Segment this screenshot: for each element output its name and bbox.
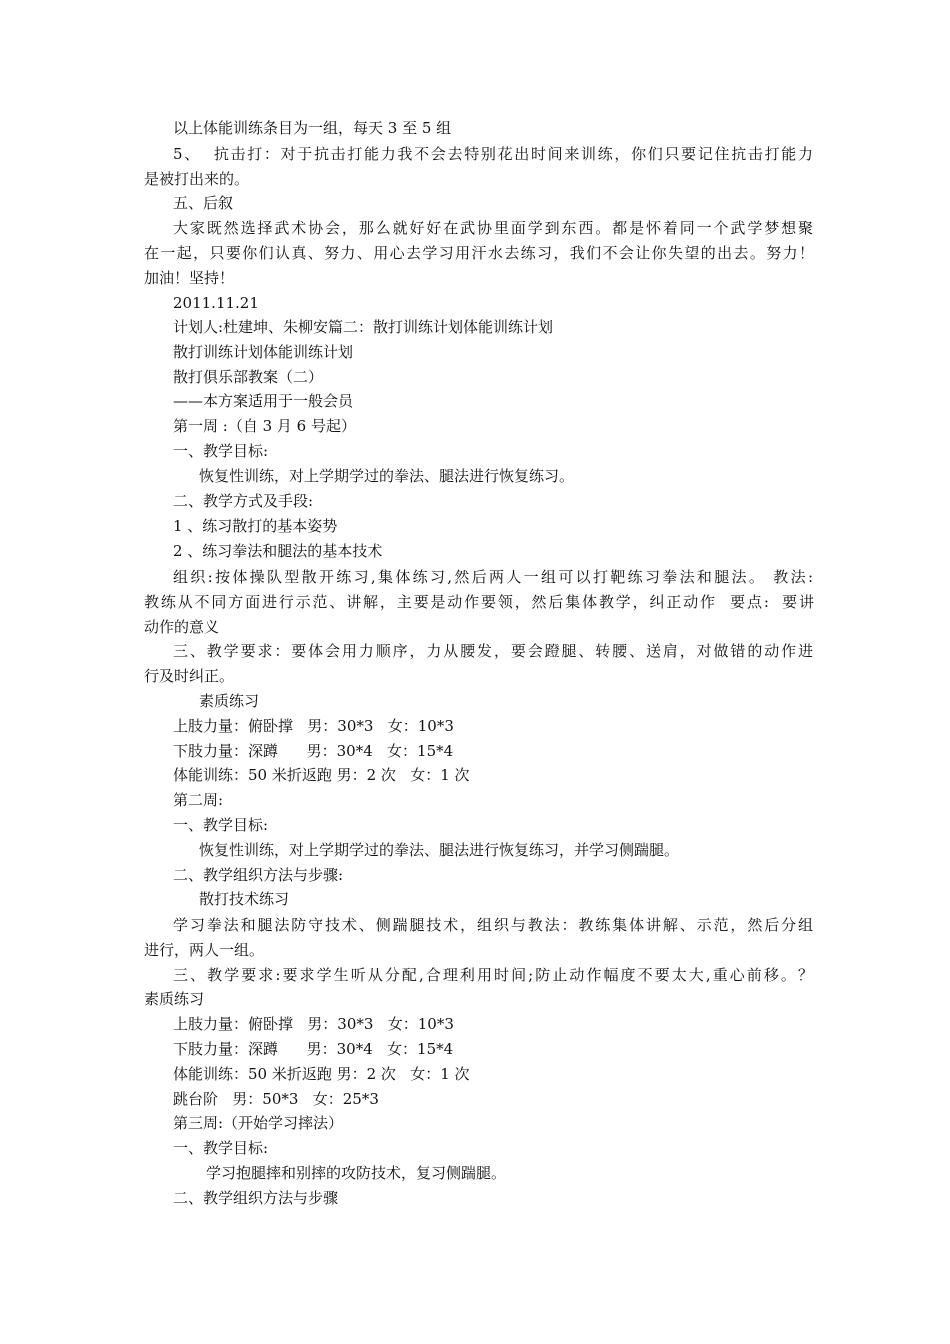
section-heading: 二、教学组织方法与步骤: xyxy=(173,866,344,884)
text-line: 三、教学要求：要体会用力顺序，力从腰发，要会蹬腿、转腰、送肩，对做错的动作进 xyxy=(173,642,813,660)
list-item: 1 、练习散打的基本姿势 xyxy=(173,517,338,535)
text-line: ——本方案适用于一般会员 xyxy=(173,392,354,410)
text-line: 教练从不同方面进行示范、讲解，主要是动作要领，然后集体教学，纠正动作 要点: 要讲 xyxy=(144,593,814,611)
list-item: 2 、练习拳法和腿法的基本技术 xyxy=(173,542,383,560)
text-line: 学习拳法和腿法防守技术、侧踹腿技术，组织与教法：教练集体讲解、示范，然后分组 xyxy=(173,916,813,934)
date-line: 2011.11.21 xyxy=(173,294,259,312)
exercise-line: 体能训练：50 米折返跑 男：2 次 女：1 次 xyxy=(173,766,470,784)
document-title: 散打训练计划体能训练计划 xyxy=(173,343,354,361)
exercise-line: 跳台阶 男：50*3 女：25*3 xyxy=(173,1090,379,1108)
text-line: 恢复性训练，对上学期学过的拳法、腿法进行恢复练习，并学习侧踹腿。 xyxy=(199,841,680,859)
exercise-line: 上肢力量：俯卧撑 男：30*3 女：10*3 xyxy=(173,1015,454,1033)
subsection-heading: 素质练习 xyxy=(199,692,260,710)
text-line: 5、 抗击打：对于抗击打能力我不会去特别花出时间来训练，你们只要记住抗击打能力 xyxy=(173,145,813,163)
section-heading: 一、教学目标: xyxy=(173,442,269,460)
text-line: 以上体能训练条目为一组，每天 3 至 5 组 xyxy=(173,119,452,137)
text-line: 加油！坚持！ xyxy=(144,269,235,287)
section-heading: 二、教学组织方法与步骤 xyxy=(173,1189,339,1207)
text-line: 行及时纠正。 xyxy=(144,667,235,685)
text-line: 恢复性训练，对上学期学过的拳法、腿法进行恢复练习。 xyxy=(199,467,575,485)
exercise-line: 体能训练：50 米折返跑 男：2 次 女：1 次 xyxy=(173,1065,470,1083)
exercise-line: 下肢力量：深蹲 男：30*4 女：15*4 xyxy=(173,1040,454,1058)
text-line: 在一起，只要你们认真、努力、用心去学习用汗水去练习，我们不会让你失望的出去。努力！ xyxy=(144,244,814,262)
section-heading: 一、教学目标: xyxy=(173,816,269,834)
exercise-line: 下肢力量：深蹲 男：30*4 女：15*4 xyxy=(173,742,454,760)
document-subtitle: 散打俱乐部教案（二） xyxy=(173,368,324,386)
section-heading: 一、教学目标: xyxy=(173,1139,269,1157)
section-heading: 五、后叙 xyxy=(173,194,234,212)
subsection-heading: 素质练习 xyxy=(144,990,205,1008)
subsection-heading: 散打技术练习 xyxy=(199,890,290,908)
week-heading: 第三周:（开始学习摔法） xyxy=(173,1114,344,1132)
exercise-line: 上肢力量：俯卧撑 男：30*3 女：10*3 xyxy=(173,717,454,735)
text-line: 动作的意义 xyxy=(144,618,220,636)
text-line: 大家既然选择武术协会，那么就好好在武协里面学到东西。都是怀着同一个武学梦想聚 xyxy=(173,219,813,237)
week-heading: 第二周: xyxy=(173,791,224,809)
text-line: 计划人:杜建坤、朱柳安篇二：散打训练计划体能训练计划 xyxy=(173,318,554,336)
text-line: 组织:按体操队型散开练习,集体练习,然后两人一组可以打靶练习拳法和腿法。 教法: xyxy=(173,568,813,586)
text-line: 是被打出来的。 xyxy=(144,170,250,188)
text-line: 进行，两人一组。 xyxy=(144,941,265,959)
section-heading: 二、教学方式及手段: xyxy=(173,492,314,510)
week-heading: 第一周 :（自 3 月 6 号起） xyxy=(173,417,356,435)
text-line: 学习抱腿摔和别摔的攻防技术，复习侧踹腿。 xyxy=(206,1164,507,1182)
text-line: 三、教学要求:要求学生听从分配,合理利用时间;防止动作幅度不要太大,重心前移。？ xyxy=(173,966,813,984)
